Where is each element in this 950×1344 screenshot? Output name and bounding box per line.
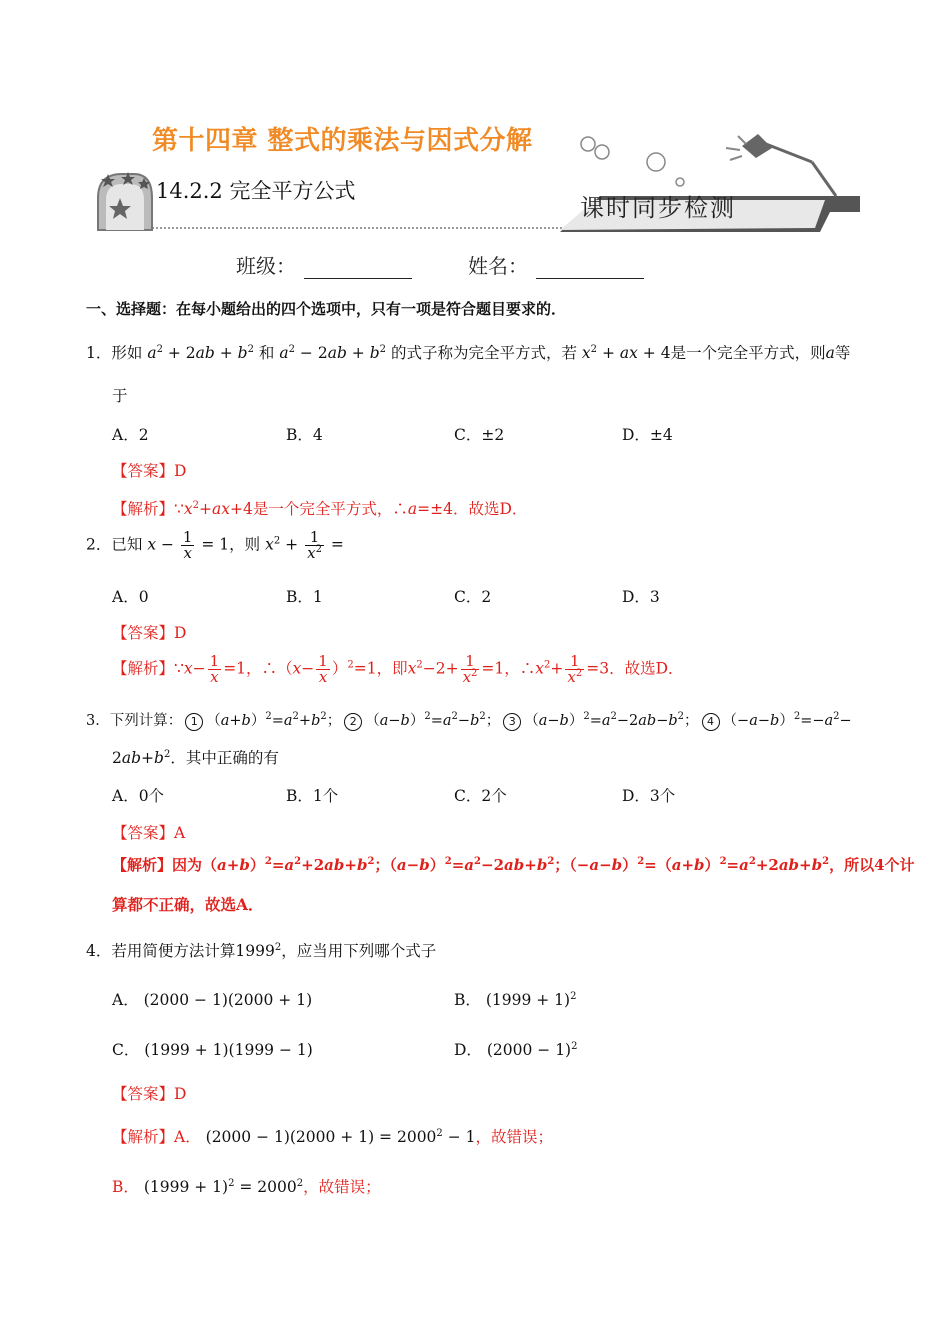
option-a[interactable]: A． (2000 − 1)(2000 + 1) [112,991,313,1009]
analysis-3: 【解析】因为$(a+b)^2=a^2+2ab+b^2$；$(a-b)^2=a^2-2ab+b^2$；$(-a-b)^2=(a+b)^2=a^2+2ab+b^2$，所以4个计 [112,856,915,874]
option-a[interactable]: A．0个 [112,787,165,805]
answer-4: 【答案】D [112,1085,187,1103]
section-heading: 一、选择题：在每小题给出的四个选项中，只有一项是符合题目要求的． [86,300,567,318]
answer-1: 【答案】D [112,462,187,480]
question-3-cont: $2ab+b^2$．其中正确的有 [112,748,279,767]
option-b[interactable]: B．1个 [286,787,339,805]
lesson-tag: 课时同步检测 [580,194,736,222]
question-1-cont: 于 [112,387,128,405]
class-blank[interactable] [304,258,412,279]
option-c[interactable]: C． (1999 + 1)(1999 − 1) [112,1041,313,1059]
option-b[interactable]: B．1 [286,588,323,606]
chapter-title: 第十四章 整式的乘法与因式分解 [152,126,533,156]
option-d[interactable]: D．3 [622,588,660,606]
class-label: 班级： [236,254,296,278]
question-2: 2．已知 x − $\frac{1}{x}$ = 1，则 $x^2$ + $\frac{1}{x^2}$ = [86,528,344,562]
option-d[interactable]: D．3个 [622,787,676,805]
question-1: 1．形如 $a^2 + 2ab + b^2$ 和 $a^2 - 2ab + b^2$ 的式子称为完全平方式，若 $x^2$ + ax + 4是一个完全平方式，则a等 [86,343,851,362]
name-label: 姓名： [468,254,528,278]
analysis-4-b: B． $(1999 + 1)^2 = 2000^2$，故错误； [112,1177,381,1196]
answer-3: 【答案】A [112,824,186,842]
option-a[interactable]: A．2 [112,426,149,444]
name-field [468,250,644,279]
question-3: 3．下列计算： 1 $(a+b)^2=a^2+b^2$； 2 $(a-b)^2=a^2-b^2$； 3 $(a-b)^2=a^2-2ab-b^2$； 4 $(-a-b)^2=-a^2-$ [86,711,852,729]
question-4: 4．若用简便方法计算1999$^2$，应当用下列哪个式子 [86,941,437,960]
section-title: 14.2.2 完全平方公式 [156,179,356,203]
option-d[interactable]: D．±4 [622,426,673,444]
option-d[interactable]: D． $(2000 - 1)^2$ [454,1040,578,1059]
class-field [236,250,412,279]
option-b[interactable]: B． $(1999 + 1)^2$ [454,990,577,1009]
option-a[interactable]: A．0 [112,588,149,606]
analysis-4: 【解析】A． $(2000 - 1)(2000 + 1) = 2000^2 - 1$，故错误； [112,1127,554,1146]
analysis-1: 【解析】$\because x^2+ax+4$是一个完全平方式，∴a=±4．故选D． [112,499,528,518]
analysis-3-cont: 算都不正确，故选A． [112,895,264,914]
option-c[interactable]: C．2 [454,588,492,606]
question-number: 4． [86,942,112,960]
option-c[interactable]: C．2个 [454,787,507,805]
option-b[interactable]: B．4 [286,426,323,444]
question-number: 2． [86,535,112,554]
option-c[interactable]: C．±2 [454,426,505,444]
question-number: 3． [86,713,110,729]
analysis-2: 【解析】∵x− $\frac{1}{x}$ =1，∴（x− $\frac{1}{x}$ ）$^2$=1，即$x^2-2+$ $\frac{1}{x^2}$ =1，$\therefore x^2+$ $\frac{1}{x^2}$ =3．故选D． [112,652,684,686]
question-number: 1． [86,344,112,362]
name-blank[interactable] [536,258,644,279]
answer-2: 【答案】D [112,624,187,642]
